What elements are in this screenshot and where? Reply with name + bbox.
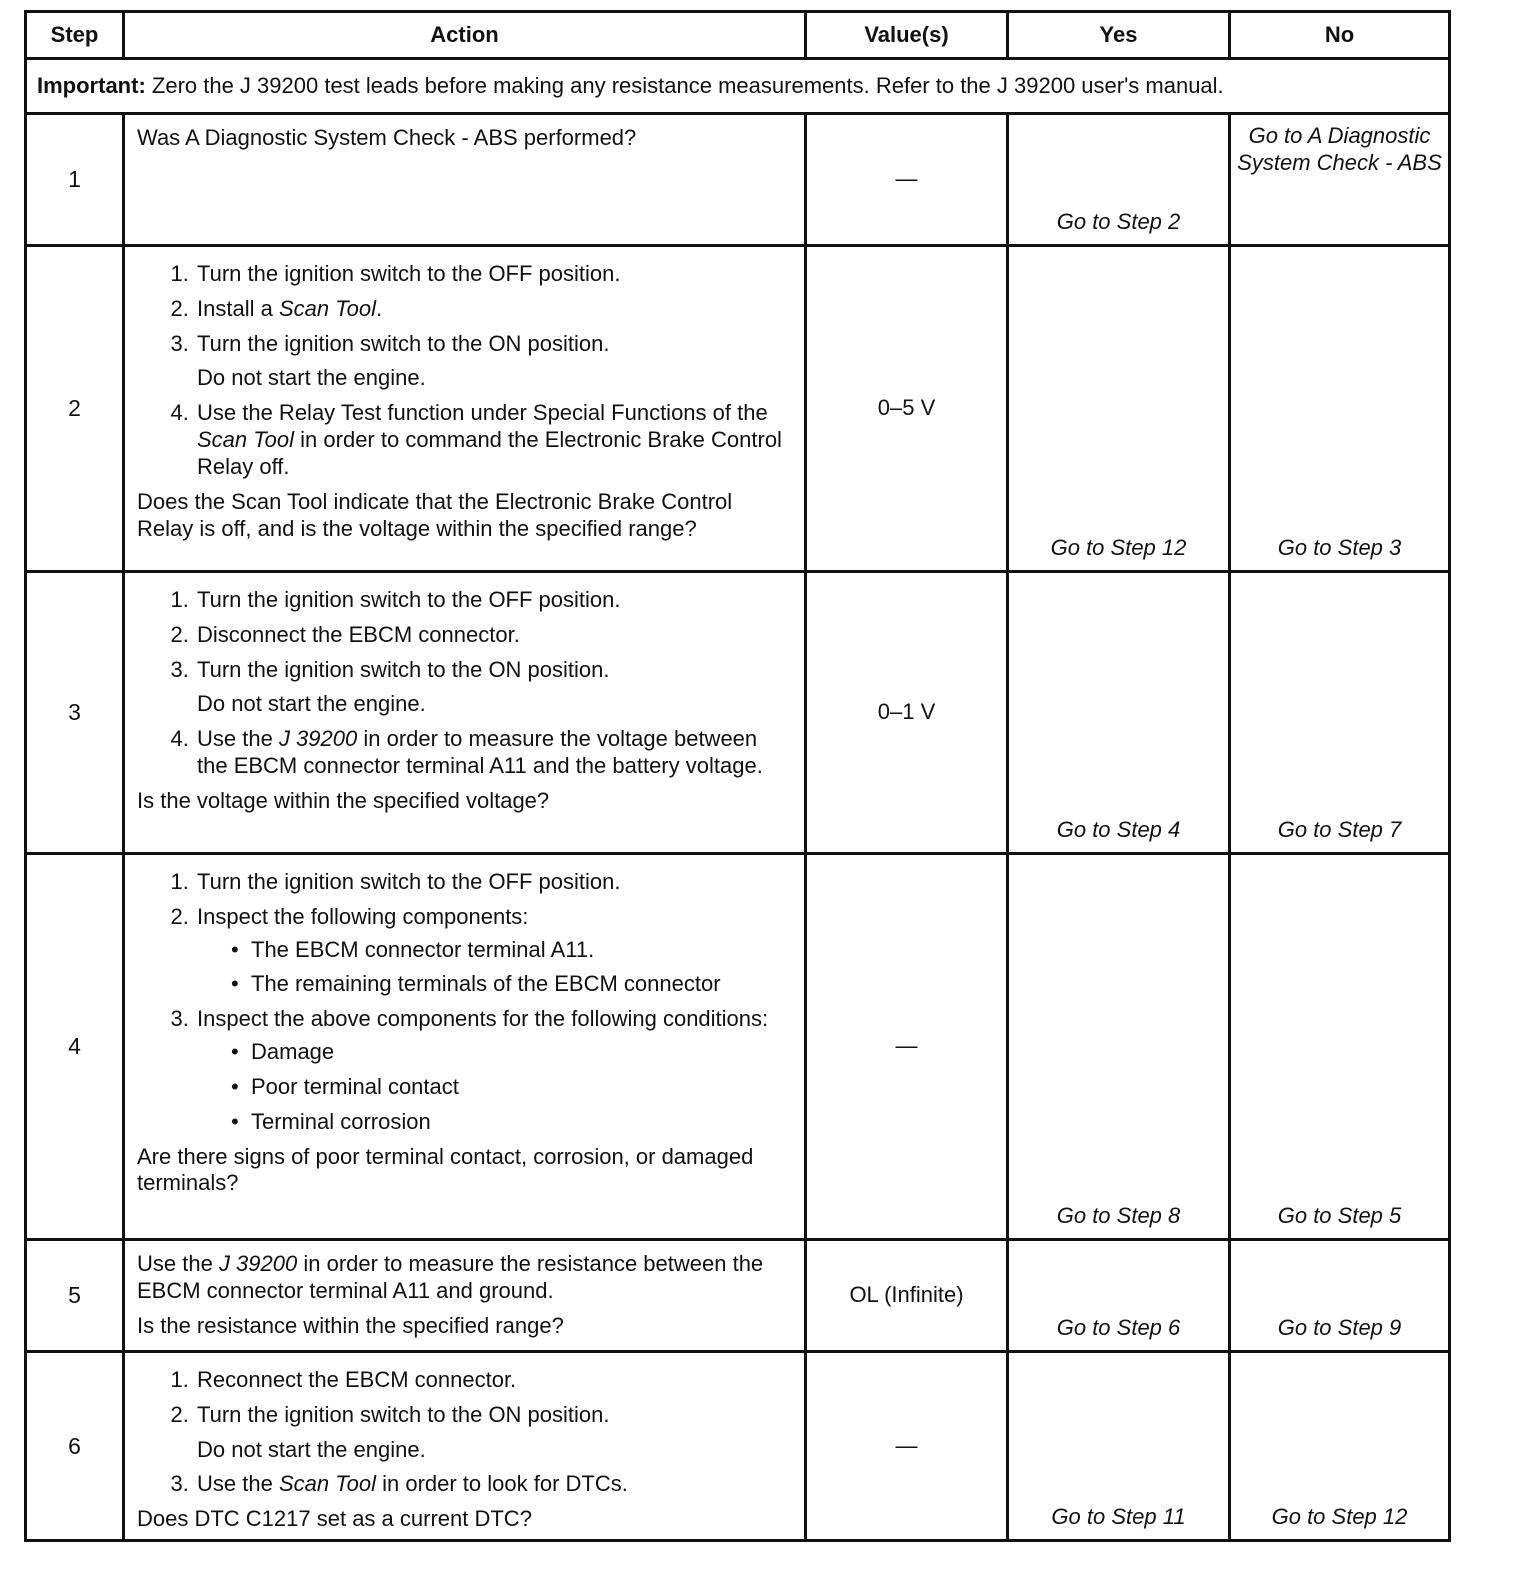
no-cell: Go to Step 3 bbox=[1230, 246, 1450, 572]
no-cell: Go to Step 5 bbox=[1230, 854, 1450, 1240]
action-step: 2. Disconnect the EBCM connector. bbox=[195, 622, 792, 649]
yes-cell: Go to Step 8 bbox=[1008, 854, 1230, 1240]
action-step: 3. Inspect the above components for the following conditions: • Damage • Poor terminal contact • Terminal corrosion bbox=[195, 1006, 792, 1135]
value-cell: — bbox=[806, 114, 1008, 246]
action-steps bbox=[137, 1367, 792, 1498]
bullet-item: • Terminal corrosion bbox=[231, 1109, 792, 1136]
important-text: Zero the J 39200 test leads before making any resistance measurements. Refer to the J 39200 user's manual. bbox=[151, 72, 1224, 98]
action-steps bbox=[137, 261, 792, 481]
table-row bbox=[26, 246, 1450, 572]
table-row bbox=[26, 572, 1450, 854]
yes-cell: Go to Step 12 bbox=[1008, 246, 1230, 572]
header-yes: Yes bbox=[1008, 12, 1230, 59]
important-note-row bbox=[26, 59, 1450, 114]
bullet-list bbox=[197, 937, 792, 999]
action-step: 2. Install a Scan Tool. bbox=[195, 296, 792, 323]
action-question: Is the resistance within the specified range? bbox=[137, 1312, 564, 1338]
action-question: Is the voltage within the specified voltage? bbox=[137, 787, 550, 813]
action-step: 3. Turn the ignition switch to the ON position. Do not start the engine. bbox=[195, 657, 792, 719]
table-row bbox=[26, 854, 1450, 1240]
step-number: 2 bbox=[26, 246, 124, 572]
action-step: 2. Turn the ignition switch to the ON position. Do not start the engine. bbox=[195, 1402, 792, 1464]
action-step: 4. Use the Relay Test function under Special Functions of the Scan Tool in order to command the Electronic Brake Control Relay off. bbox=[195, 400, 792, 480]
action-cell bbox=[124, 1352, 806, 1541]
action-cell bbox=[124, 854, 806, 1240]
action-cell bbox=[124, 246, 806, 572]
value-cell: OL (Infinite) bbox=[806, 1240, 1008, 1352]
step-number: 1 bbox=[26, 114, 124, 246]
step-number: 3 bbox=[26, 572, 124, 854]
important-note bbox=[26, 59, 1450, 114]
yes-cell: Go to Step 11 bbox=[1008, 1352, 1230, 1541]
table-row bbox=[26, 1352, 1450, 1541]
action-step: 1. Turn the ignition switch to the OFF position. bbox=[195, 587, 792, 614]
no-cell: Go to A Diagnostic System Check - ABS bbox=[1230, 114, 1450, 246]
action-subnote: Do not start the engine. bbox=[197, 691, 426, 717]
header-action: Action bbox=[124, 12, 806, 59]
diagnostic-table bbox=[24, 10, 1451, 1542]
step-number: 5 bbox=[26, 1240, 124, 1352]
header-no: No bbox=[1230, 12, 1450, 59]
no-cell: Go to Step 7 bbox=[1230, 572, 1450, 854]
action-question: Does DTC C1217 set as a current DTC? bbox=[137, 1506, 532, 1532]
action-question: Does the Scan Tool indicate that the Electronic Brake Control Relay is off, and is the voltage within the specified range? bbox=[137, 488, 733, 541]
table-row bbox=[26, 1240, 1450, 1352]
action-cell bbox=[124, 1240, 806, 1352]
action-cell bbox=[124, 114, 806, 246]
action-step: 1. Reconnect the EBCM connector. bbox=[195, 1367, 792, 1394]
header-row bbox=[26, 12, 1450, 59]
bullet-item: • The remaining terminals of the EBCM connector bbox=[231, 971, 792, 998]
action-question: Was A Diagnostic System Check - ABS performed? bbox=[137, 125, 637, 150]
action-step: 3. Use the Scan Tool in order to look for DTCs. bbox=[195, 1471, 792, 1498]
action-step: 1. Turn the ignition switch to the OFF position. bbox=[195, 261, 792, 288]
no-cell: Go to Step 9 bbox=[1230, 1240, 1450, 1352]
header-step: Step bbox=[26, 12, 124, 59]
yes-cell: Go to Step 6 bbox=[1008, 1240, 1230, 1352]
step-number: 4 bbox=[26, 854, 124, 1240]
action-step: 1. Turn the ignition switch to the OFF position. bbox=[195, 869, 792, 896]
action-subnote: Do not start the engine. bbox=[197, 1436, 426, 1462]
step-number: 6 bbox=[26, 1352, 124, 1541]
value-cell: 0–1 V bbox=[806, 572, 1008, 854]
important-label: Important: bbox=[37, 72, 146, 98]
bullet-list bbox=[197, 1039, 792, 1135]
no-cell: Go to Step 12 bbox=[1230, 1352, 1450, 1541]
action-step: 3. Turn the ignition switch to the ON position. Do not start the engine. bbox=[195, 331, 792, 393]
bullet-item: • Damage bbox=[231, 1039, 792, 1066]
action-lead: Use the J 39200 in order to measure the resistance between the EBCM connector terminal A11 and ground. bbox=[137, 1251, 764, 1303]
header-values: Value(s) bbox=[806, 12, 1008, 59]
yes-cell: Go to Step 2 bbox=[1008, 114, 1230, 246]
action-steps bbox=[137, 587, 792, 780]
action-step: 2. Inspect the following components: • The EBCM connector terminal A11. • The remaining terminals of the EBCM connector bbox=[195, 904, 792, 998]
action-subnote: Do not start the engine. bbox=[197, 365, 426, 391]
bullet-item: • The EBCM connector terminal A11. bbox=[231, 937, 792, 964]
table-row bbox=[26, 114, 1450, 246]
action-step: 4. Use the J 39200 in order to measure the voltage between the EBCM connector terminal A11 and the battery voltage. bbox=[195, 726, 792, 780]
yes-cell: Go to Step 4 bbox=[1008, 572, 1230, 854]
value-cell: — bbox=[806, 854, 1008, 1240]
value-cell: — bbox=[806, 1352, 1008, 1541]
bullet-item: • Poor terminal contact bbox=[231, 1074, 792, 1101]
action-steps bbox=[137, 869, 792, 1136]
action-cell bbox=[124, 572, 806, 854]
value-cell: 0–5 V bbox=[806, 246, 1008, 572]
action-question: Are there signs of poor terminal contact, corrosion, or damaged terminals? bbox=[137, 1143, 754, 1196]
